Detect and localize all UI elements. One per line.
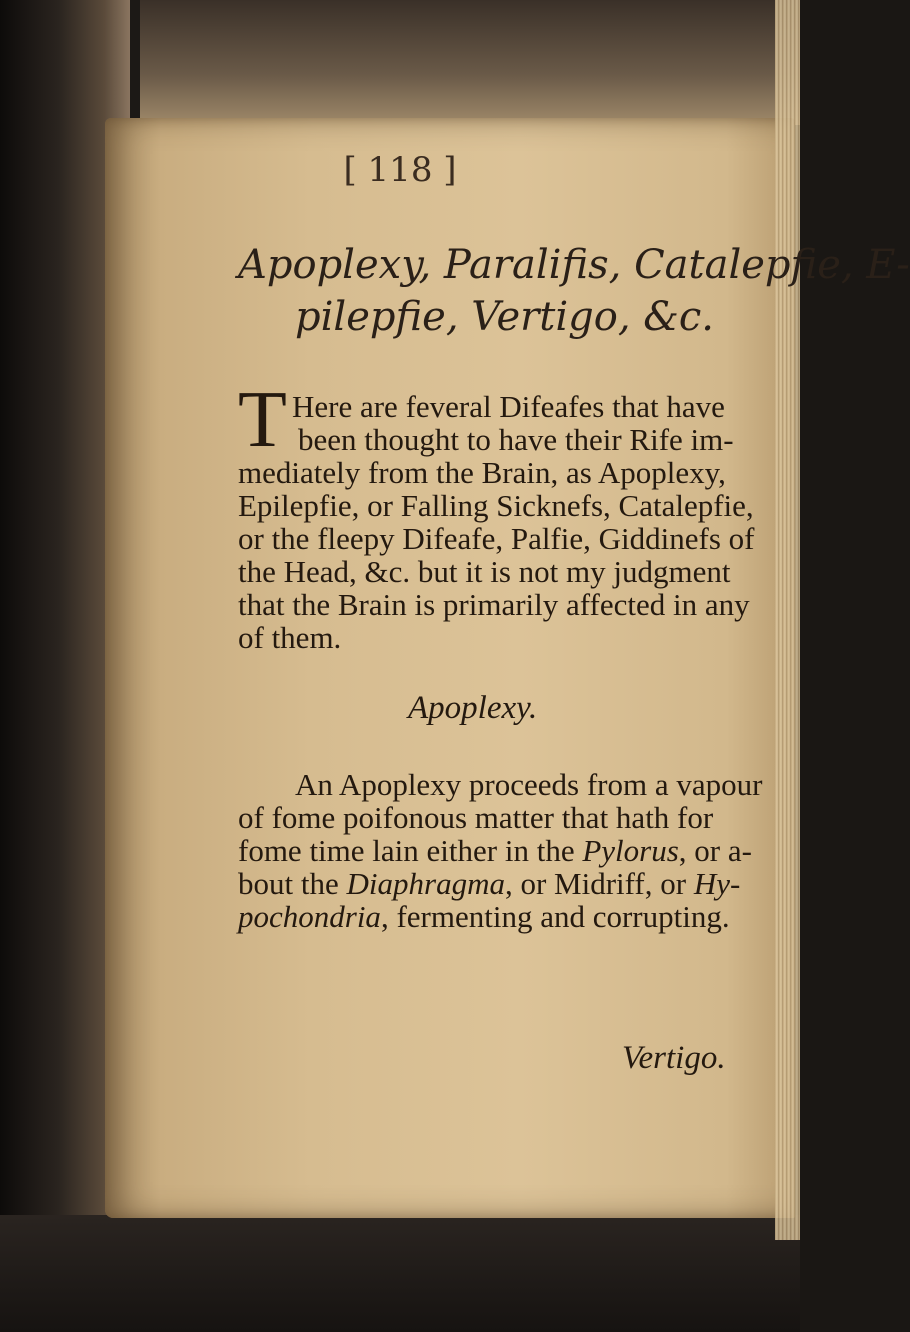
drop-cap: T — [238, 376, 287, 464]
italic-term-diaphragma: Diaphragma — [346, 866, 505, 901]
paragraph-1-line-7: that the Brain is primarily affected in any — [238, 587, 750, 622]
paragraph-2-line-5 — [238, 900, 730, 933]
title-line-2: pilepfie, Vertigo, &c. — [295, 294, 714, 340]
text-run: , or Midriff, or — [504, 866, 694, 901]
paragraph-1-line-2: been thought to have their Rife im- — [298, 422, 734, 457]
page-edge — [775, 0, 800, 1240]
paragraph-1-line-1: Here are feveral Difeafes that have — [292, 389, 725, 424]
paragraph-1-line-4: Epilepfie, or Falling Sicknefs, Catalepfie, — [238, 488, 754, 523]
text-run: , or a- — [678, 833, 752, 868]
page-number: [ 118 ] — [343, 150, 457, 190]
text-run: bout the — [238, 866, 347, 901]
page-top-shadow — [140, 0, 800, 125]
italic-term-pochondria: pochondria — [238, 899, 381, 934]
paragraph-1-line-6: the Head, &c. but it is not my judgment — [238, 554, 731, 589]
section-heading-apoplexy: Apoplexy. — [408, 690, 538, 726]
italic-term-hy: Hy- — [693, 866, 741, 901]
italic-term-pylorus: Pylorus — [582, 833, 679, 868]
paragraph-1-line-5: or the fleepy Difeafe, Palfie, Giddinefs of — [238, 521, 755, 556]
paragraph-2-line-4 — [238, 867, 740, 900]
paragraph-2-line-3 — [238, 834, 752, 867]
text-run: fome time lain either in the — [238, 833, 583, 868]
section-heading-vertigo: Vertigo. — [622, 1040, 726, 1076]
text-run: , fermenting and corrupting. — [380, 899, 730, 934]
paragraph-1-line-8: of them. — [238, 620, 342, 655]
paragraph-2-line-2: of fome poifonous matter that hath for — [238, 800, 714, 835]
paragraph-1-line-3: mediately from the Brain, as Apoplexy, — [238, 455, 726, 490]
title-line-1: Apoplexy, Paralifis, Catalepfie, E- — [238, 242, 910, 288]
paragraph-2-line-1: An Apoplexy proceeds from a vapour — [295, 767, 763, 802]
dark-background-bottom — [0, 1215, 800, 1332]
